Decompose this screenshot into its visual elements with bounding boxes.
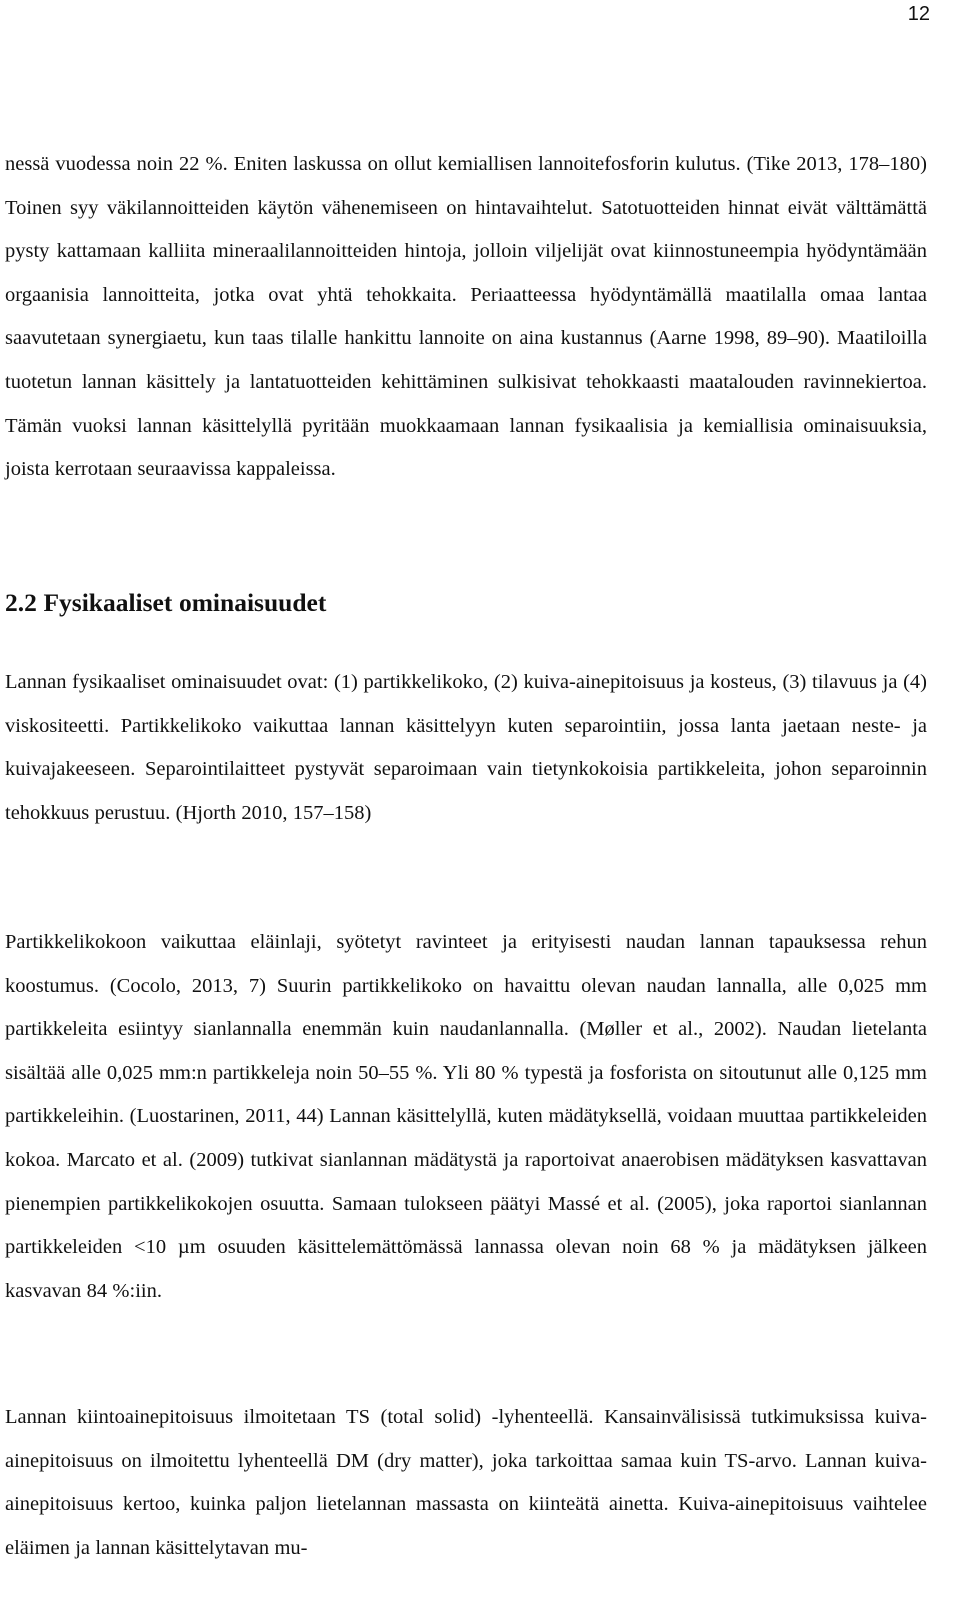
paragraph-physical-properties: Lannan fysikaaliset ominaisuudet ovat: (1) partikkelikoko, (2) kuiva-ainepitoisuus ja kosteus, (3) tilavuus ja (4) viskositeetti. Partikkelikoko vaikuttaa lannan käsittelyyn kuten separointiin, jossa lanta jaetaan neste- ja kuivajakeeseen. Separointilaitteet pystyvät separoimaan vain tietynkokoisia partikkeleita, johon separoinnin tehokkuus perustuu. (Hjorth 2010, 157–158) [5, 671, 927, 824]
page-number: 12 [907, 3, 930, 25]
paragraph-particle-size: Partikkelikokoon vaikuttaa eläinlaji, syötetyt ravinteet ja erityisesti naudan lannan tapauksessa rehun koostumus. (Cocolo, 2013, 7) Suurin partikkelikoko on havaittu olevan naudan lannalla, alle 0,025 mm partikkeleita esiintyy sianlannalla enemmän kuin naudanlannalla. (Møller et al., 2002). Naudan lietelanta sisältää alle 0,025 mm:n partikkeleja noin 50–55 %. Yli 80 % typestä ja fosforista on sitoutunut alle 0,125 mm partikkeleihin. (Luostarinen, 2011, 44) Lannan käsittelyllä, kuten mädätyksellä, voidaan muuttaa partikkeleiden kokoa. Marcato et al. (2009) tutkivat sianlannan mädätystä ja raportoivat anaerobisen mädätyksen kasvattavan pienempien partikkelikokojen osuutta. Samaan tulokseen päätyi Massé et al. (2005), joka raportoi sianlannan partikkeleiden <10 µm osuuden käsittelemättömässä lannassa olevan noin 68 % ja mädätyksen jälkeen kasvavan 84 %:iin. [5, 931, 927, 1302]
section-heading: 2.2 Fysikaaliset ominaisuudet [5, 588, 327, 617]
paragraph-dry-matter: Lannan kiintoainepitoisuus ilmoitetaan TS (total solid) -lyhenteellä. Kansainvälisissä tutkimuksissa kuiva-ainepitoisuus on ilmoitettu lyhenteellä DM (dry matter), joka tarkoittaa samaa kuin TS-arvo. Lannan kuiva-ainepitoisuus kertoo, kuinka paljon lietelannan massasta on kiinteätä ainetta. Kuiva-ainepitoisuus vaihtelee eläimen ja lannan käsittelytavan mu- [5, 1406, 927, 1559]
paragraph-intro: nessä vuodessa noin 22 %. Eniten laskussa on ollut kemiallisen lannoitefosforin kulutus. (Tike 2013, 178–180) Toinen syy väkilannoitteiden käytön vähenemiseen on hintavaihtelut. Satotuotteiden hinnat eivät välttämättä pysty kattamaan kalliita mineraalilannoitteiden hintoja, jolloin viljelijät ovat kiinnostuneempia hyödyntämään orgaanisia lannoitteita, jotka ovat yhtä tehokkaita. Periaatteessa hyödyntämällä maatilalla omaa lantaa saavutetaan synergiaetu, kun taas tilalle hankittu lannoite on aina kustannus (Aarne 1998, 89–90). Maatiloilla tuotetun lannan käsittely ja lantatuotteiden kehittäminen sulkisivat tehokkaasti maatalouden ravinnekiertoa. Tämän vuoksi lannan käsittelyllä pyritään muokkaamaan lannan fysikaalisia ja kemiallisia ominaisuuksia, joista kerrotaan seuraavissa kappaleissa. [5, 153, 927, 481]
